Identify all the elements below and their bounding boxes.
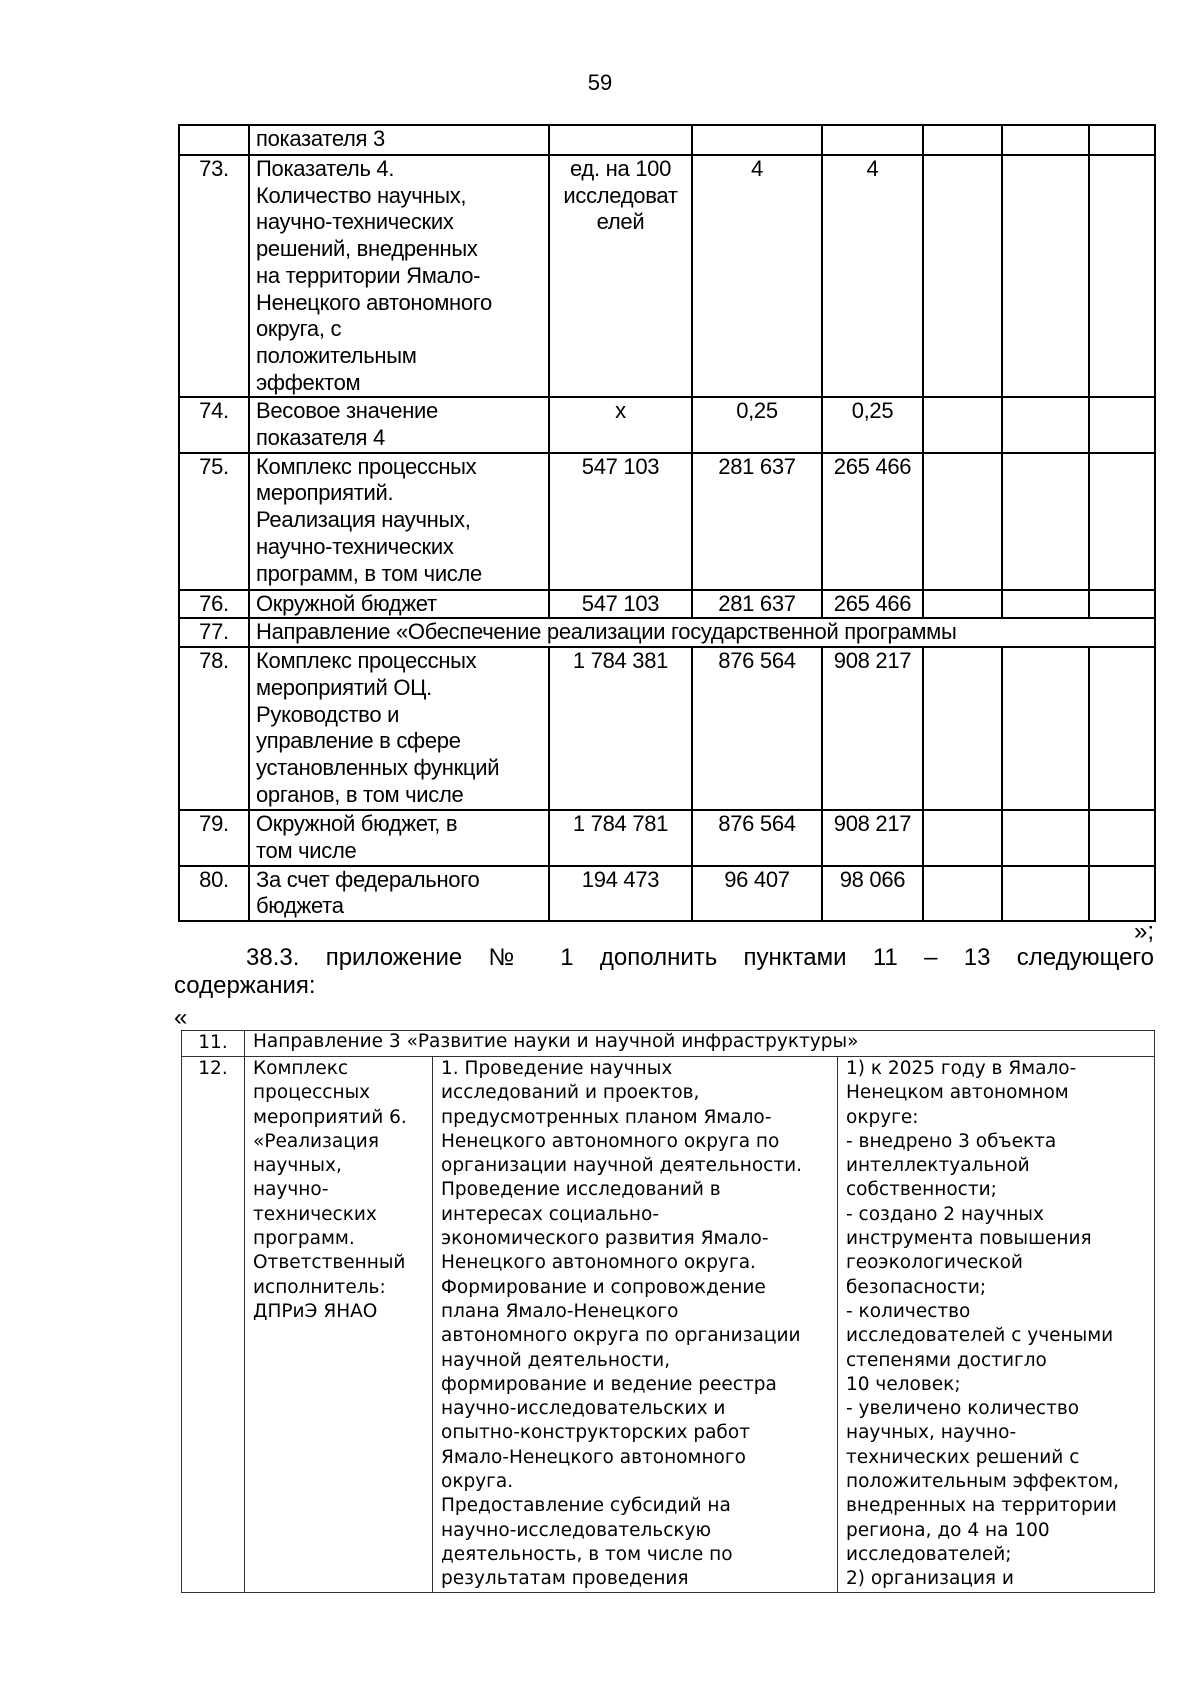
- value-cell: [923, 453, 1002, 590]
- row-number: 79.: [179, 810, 249, 865]
- value-cell: [923, 155, 1002, 397]
- direction-title: Направление «Обеспечение реализации государственной программы: [249, 618, 1155, 647]
- unit-or-total: 194 473: [549, 866, 692, 921]
- value-cell: [1089, 453, 1155, 590]
- value-cell: [1002, 155, 1089, 397]
- unit-or-total: 547 103: [549, 590, 692, 619]
- value-cell: [692, 125, 822, 155]
- value-cell: [1002, 125, 1089, 155]
- table-row: [182, 1057, 1155, 1593]
- unit-or-total: 547 103: [549, 453, 692, 590]
- measure-results: 1) к 2025 году в Ямало- Ненецком автономном округе: - внедрено 3 объекта интеллектуальной собственности; - создано 2 научных инструмента повышения геоэкологической безопасности; - количество исследователей с учеными степенями достигло 10 человек; - увеличено количество научных, научно- технических решений с положительным эффектом, внедренных на территории региона, до 4 на 100 исследователей; 2) организация и: [838, 1057, 1155, 1593]
- measure-tasks: 1. Проведение научных исследований и проектов, предусмотренных планом Ямало- Ненецкого автономного округа по организации научной деятельности. Проведение исследований в интересах социально- экономического развития Ямало- Ненецкого автономного округа. Формирование и сопровождение плана Ямало-Ненецкого автономного округа по организации научной деятельности, формирование и ведение реестра научно-исследовательских и опытно-конструкторских работ Ямало-Ненецкого автономного округа. Предоставление субсидий на научно-исследовательскую деятельность, в том числе по результатам проведения: [433, 1057, 838, 1593]
- value-cell: 4: [692, 155, 822, 397]
- row-number: 74.: [179, 397, 249, 452]
- value-cell: [1002, 866, 1089, 921]
- table-row: [179, 647, 1155, 810]
- value-cell: [1089, 647, 1155, 810]
- row-number: 73.: [179, 155, 249, 397]
- value-cell: 265 466: [822, 590, 923, 619]
- row-number: 11.: [182, 1031, 245, 1057]
- table-row: [179, 125, 1155, 155]
- indicator-name: Показатель 4. Количество научных, научно-технических решений, внедренных на территории Ямало- Ненецкого автономного округа, с положительным эффектом: [249, 155, 549, 397]
- value-cell: 876 564: [692, 647, 822, 810]
- value-cell: [923, 866, 1002, 921]
- value-cell: [1089, 397, 1155, 452]
- row-number: 77.: [179, 618, 249, 647]
- value-cell: 0,25: [822, 397, 923, 452]
- value-cell: [1089, 866, 1155, 921]
- opening-quote: «: [174, 1004, 188, 1031]
- value-cell: [923, 647, 1002, 810]
- value-cell: 281 637: [692, 590, 822, 619]
- table-row: [179, 866, 1155, 921]
- row-number: 76.: [179, 590, 249, 619]
- value-cell: 281 637: [692, 453, 822, 590]
- direction-title: Направление 3 «Развитие науки и научной инфраструктуры»: [245, 1031, 1155, 1057]
- value-cell: 908 217: [822, 810, 923, 865]
- measure-name: Комплекс процессных мероприятий 6. «Реализация научных, научно- технических программ. Ответственный исполнитель: ДПРиЭ ЯНАО: [245, 1057, 433, 1593]
- value-cell: [923, 125, 1002, 155]
- indicator-name: показателя 3: [249, 125, 549, 155]
- value-cell: 98 066: [822, 866, 923, 921]
- table-row: [179, 810, 1155, 865]
- row-number: 78.: [179, 647, 249, 810]
- unit-or-total: 1 784 781: [549, 810, 692, 865]
- table-row: [179, 618, 1155, 647]
- unit-or-total: [549, 125, 692, 155]
- value-cell: 876 564: [692, 810, 822, 865]
- value-cell: 265 466: [822, 453, 923, 590]
- value-cell: [1089, 155, 1155, 397]
- paragraph-line-2: содержания:: [174, 972, 316, 999]
- indicator-name: За счет федерального бюджета: [249, 866, 549, 921]
- value-cell: [1002, 810, 1089, 865]
- indicators-table: [178, 124, 1156, 922]
- value-cell: [923, 397, 1002, 452]
- table-row: [179, 453, 1155, 590]
- indicator-name: Окружной бюджет, в том числе: [249, 810, 549, 865]
- row-number: 12.: [182, 1057, 245, 1593]
- value-cell: 0,25: [692, 397, 822, 452]
- closing-quote: »;: [1133, 918, 1154, 945]
- value-cell: [1002, 590, 1089, 619]
- row-number: 80.: [179, 866, 249, 921]
- unit-or-total: ед. на 100 исследоват елей: [549, 155, 692, 397]
- value-cell: [822, 125, 923, 155]
- value-cell: 96 407: [692, 866, 822, 921]
- indicator-name: Комплекс процессных мероприятий ОЦ. Руководство и управление в сфере установленных функций органов, в том числе: [249, 647, 549, 810]
- value-cell: [1002, 647, 1089, 810]
- indicator-name: Комплекс процессных мероприятий. Реализация научных, научно-технических программ, в том числе: [249, 453, 549, 590]
- table-row: [179, 397, 1155, 452]
- page-number: 59: [587, 70, 613, 95]
- value-cell: [923, 810, 1002, 865]
- paragraph-line-1: 38.3. приложение № 1 дополнить пунктами 11 – 13 следующего: [246, 944, 1154, 971]
- value-cell: 908 217: [822, 647, 923, 810]
- indicator-name: Окружной бюджет: [249, 590, 549, 619]
- value-cell: [1089, 590, 1155, 619]
- value-cell: [1002, 453, 1089, 590]
- value-cell: [1089, 810, 1155, 865]
- value-cell: [1002, 397, 1089, 452]
- value-cell: [923, 590, 1002, 619]
- row-number: [179, 125, 249, 155]
- value-cell: 4: [822, 155, 923, 397]
- value-cell: [1089, 125, 1155, 155]
- appendix-table: [181, 1030, 1155, 1593]
- table-row: [182, 1031, 1155, 1057]
- table-row: [179, 155, 1155, 397]
- unit-or-total: x: [549, 397, 692, 452]
- indicator-name: Весовое значение показателя 4: [249, 397, 549, 452]
- table-row: [179, 590, 1155, 619]
- unit-or-total: 1 784 381: [549, 647, 692, 810]
- row-number: 75.: [179, 453, 249, 590]
